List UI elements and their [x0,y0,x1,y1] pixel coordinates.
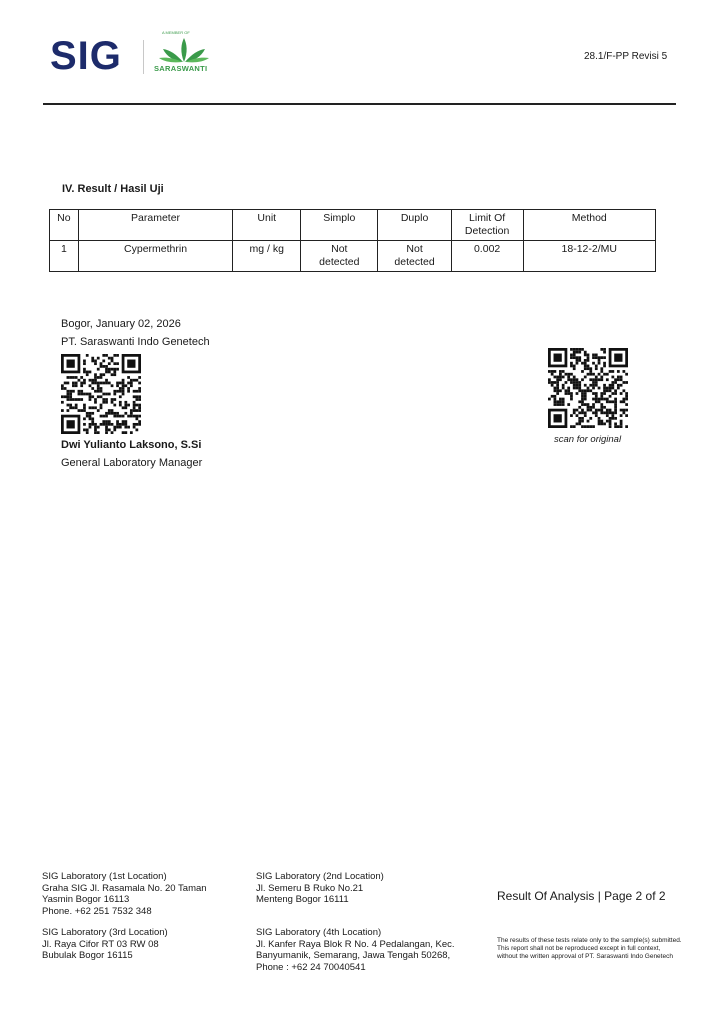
header-divider [43,103,676,105]
footer-line: Phone : +62 24 70040541 [256,961,366,973]
table-cell: Not detected [378,241,451,272]
footer-line: Jl. Kanfer Raya Blok R No. 4 Pedalangan, Kec. [256,938,455,950]
result-table [49,209,656,272]
disclaimer-line: without the written approval of PT. Saraswanti Indo Genetech [497,953,673,960]
table-row [50,241,656,272]
disclaimer [497,937,682,961]
logo-tagline: A MEMBER OF [162,30,190,35]
table-cell: 18-12-2/MU [523,241,655,272]
footer-line: Yasmin Bogor 16113 [42,894,130,905]
footer-line: Phone. +62 251 7532 348 [42,905,152,917]
sig-logo: SIG [50,34,122,78]
signature-qr-code [61,354,141,434]
footer-line: Bubulak Bogor 16115 [42,950,133,961]
scan-label: scan for original [554,434,622,445]
logo-name: SARASWANTI [154,64,208,73]
table-cell: Not detected [301,241,378,272]
verification-qr-code[interactable] [548,348,628,428]
footer-location-1 [42,871,207,917]
company-name: PT. Saraswanti Indo Genetech [61,336,210,348]
footer-location-2 [256,871,384,906]
place-date: Bogor, January 02, 2026 [61,318,181,330]
footer-line: Jl. Raya Cifor RT 03 RW 08 [42,938,159,950]
footer-line: Jl. Semeru B Ruko No.21 [256,882,364,894]
signatory-title: General Laboratory Manager [61,457,203,469]
table-cell: 0.002 [451,241,523,272]
footer-line: SIG Laboratory (3rd Location) [42,927,168,938]
footer-line: SIG Laboratory (1st Location) [42,871,167,882]
footer-location-4 [256,927,455,973]
footer-line: Menteng Bogor 16111 [256,894,349,905]
saraswanti-logo [154,30,214,76]
disclaimer-line: The results of these tests relate only to the sample(s) submitted. [497,937,682,944]
column-header: Method [523,210,655,241]
logo-divider [143,40,144,74]
disclaimer-line: This report shall not be reproduced except in full context, [497,945,661,952]
column-header: Parameter [78,210,233,241]
leaf-icon [158,36,210,63]
column-header: Simplo [301,210,378,241]
table-cell: 1 [50,241,79,272]
column-header: Duplo [378,210,451,241]
column-header: Limit Of Detection [451,210,523,241]
table-cell: Cypermethrin [78,241,233,272]
document-code: 28.1/F-PP Revisi 5 [584,51,668,62]
column-header: Unit [233,210,301,241]
footer-line: SIG Laboratory (2nd Location) [256,871,384,882]
footer-line: Banyumanik, Semarang, Jawa Tengah 50268, [256,950,451,961]
footer-line: Graha SIG Jl. Rasamala No. 20 Taman [42,882,207,894]
section-title: IV. Result / Hasil Uji [62,183,164,195]
signatory-name: Dwi Yulianto Laksono, S.Si [61,439,202,451]
table-header-row [50,210,656,241]
column-header: No [50,210,79,241]
table-cell: mg / kg [233,241,301,272]
footer-line: SIG Laboratory (4th Location) [256,927,382,938]
page-info: Result Of Analysis | Page 2 of 2 [497,889,666,903]
footer-location-3 [42,927,168,962]
